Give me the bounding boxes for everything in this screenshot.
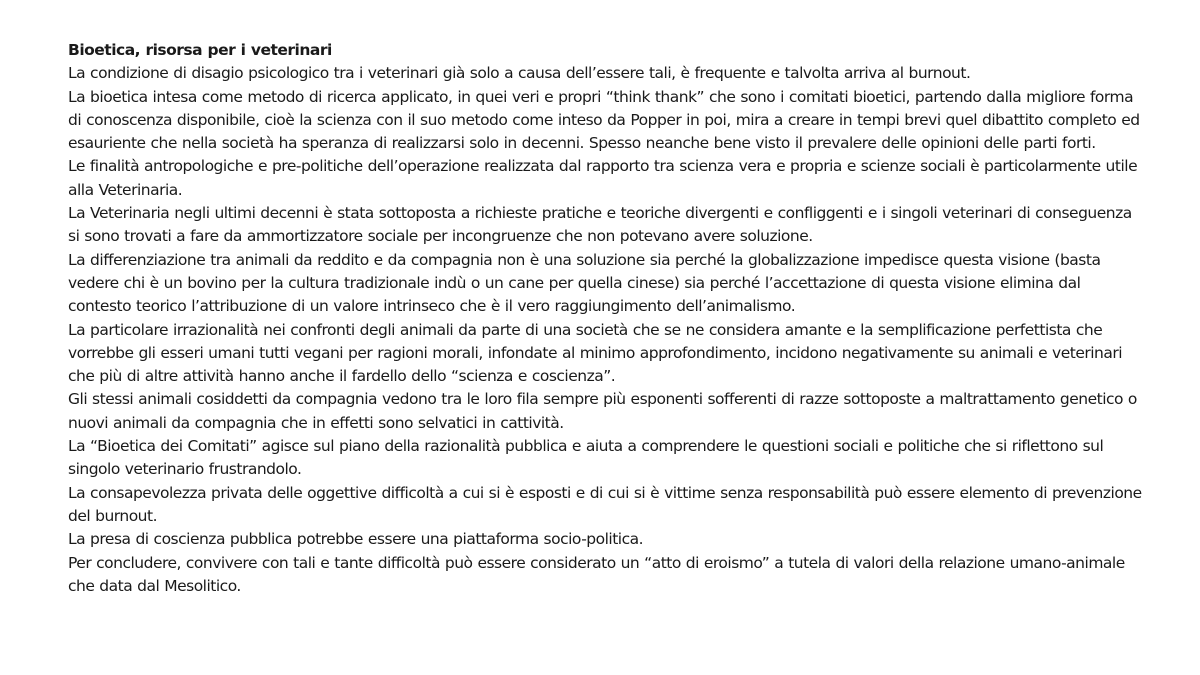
paragraph-committee-bioethics: La “Bioetica dei Comitati” agisce sul piano della razionalità pubblica e aiuta a comprendere le questioni sociali e politiche che si riflettono sul singolo veterinario frustrandolo. (68, 437, 1104, 479)
document-title: Bioetica, risorsa per i veterinari (68, 41, 332, 59)
paragraph-conclusion: Per concludere, convivere con tali e tante difficoltà può essere considerato un “atto di eroismo” a tutela di valori della relazione umano-animale che data dal Mesolitico. (68, 553, 1125, 595)
paragraph-animal-differentiation: La differenziazione tra animali da reddito e da compagnia non è una soluzione sia perché la globalizzazione impedisce questa visione (basta vedere chi è un bovino per la cultura tradizionale indù o un cane per quella cinese) sia perché l’accettazione di questa visione elimina dal contesto teorico l’attribuzione di un valore intrinseco che è il vero raggiungimento dell’animalismo. (68, 250, 1101, 316)
paragraph-irrationality: La particolare irrazionalità nei confronti degli animali da parte di una società che se ne considera amante e la semplificazione perfettista che vorrebbe gli esseri umani tutti vegani per ragioni morali, infondate al minimo approfondimento, incidono negativamente su animali e veterinari che più di altre attività hanno anche il fardello dello “scienza e coscienza”. (68, 320, 1123, 386)
document-body (68, 39, 1148, 598)
paragraph-public-awareness: La presa di coscienza pubblica potrebbe essere una piattaforma socio-politica. (68, 530, 644, 549)
paragraph-private-awareness: La consapevolezza privata delle oggettive difficoltà a cui si è esposti e di cui si è vittime senza responsabilità può essere elemento di prevenzione del burnout. (68, 483, 1142, 525)
paragraph-companion-animals: Gli stessi animali cosiddetti da compagnia vedono tra le loro fila sempre più esponenti sofferenti di razze sottoposte a maltrattamento genetico o nuovi animali da compagnia che in effetti sono selvatici in cattività. (68, 390, 1137, 432)
paragraph-bioethics-method: La bioetica intesa come metodo di ricerca applicato, in quei veri e propri “think thank” che sono i comitati bioetici, partendo dalla migliore forma di conoscenza disponibile, cioè la scienza con il suo metodo come inteso da Popper in poi, mira a creare in tempi brevi quel dibattito completo ed esauriente che nella società ha speranza di realizzarsi solo in decenni. Spesso neanche bene visto il prevalere delle opinioni delle parti forti. (68, 87, 1140, 153)
paragraph-anthropological-aims: Le finalità antropologiche e pre-politiche dell’operazione realizzata dal rapporto tra scienza vera e propria e scienze sociali è particolarmente utile alla Veterinaria. (68, 157, 1138, 199)
paragraph-burnout-intro: La condizione di disagio psicologico tra i veterinari già solo a causa dell’essere tali, è frequente e talvolta arriva al burnout. (68, 64, 971, 83)
paragraph-divergent-demands: La Veterinaria negli ultimi decenni è stata sottoposta a richieste pratiche e teoriche divergenti e confliggenti e i singoli veterinari di conseguenza si sono trovati a fare da ammortizzatore sociale per incongruenze che non potevano avere soluzione. (68, 204, 1132, 246)
